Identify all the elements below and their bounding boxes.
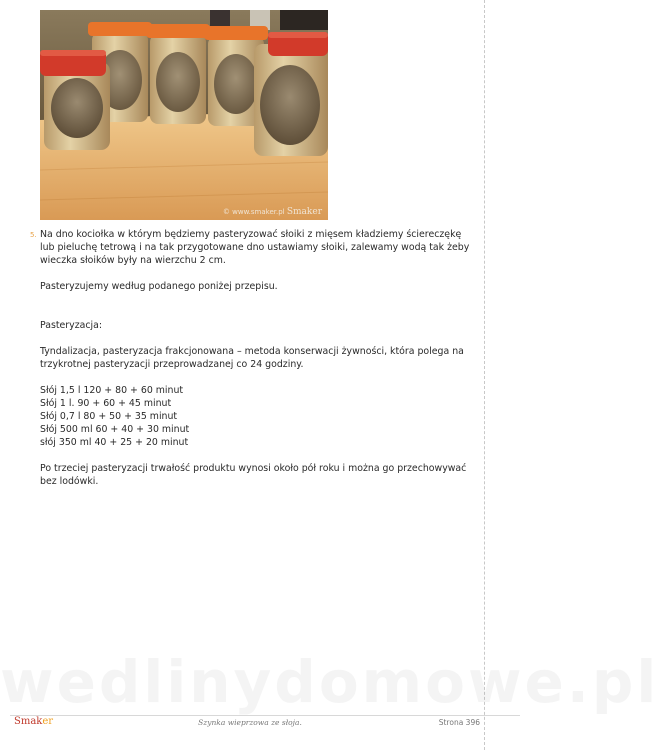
paragraph-jar-placement: Na dno kociołka w którym będziemy pasteryzować słoiki z mięsem kładziemy ściereczękę lub pieluchę tetrową i na tak przygotowane dno ustawiamy słoiki, zalewamy wodą tak żeby wieczka słoików były na wierzchu 2 cm. — [40, 229, 470, 266]
footer-recipe-title: Szynka wieprzowa ze słoja. — [198, 718, 302, 727]
logo-main: Smak — [14, 716, 43, 727]
schedule-line: Słój 1 l. 90 + 60 + 45 minut — [40, 398, 172, 409]
photo-credit-brand: Smaker — [286, 207, 322, 217]
photo-jars-of-meat — [40, 10, 328, 220]
recipe-text — [40, 228, 472, 488]
recipe-photo — [40, 10, 328, 220]
paragraph-tyndalization: Tyndalizacja, pasteryzacja frakcjonowana – metoda konserwacji żywności, która polega na trzykrotnej pasteryzacji przeprowadzanej co 24 godziny. — [40, 346, 464, 370]
footer-divider — [10, 715, 520, 716]
schedule-line: słój 350 ml 40 + 25 + 20 minut — [40, 437, 189, 448]
paragraph-shelf-life: Po trzeciej pasteryzacji trwałość produktu wynosi około pół roku i można go przechowywać bez lodówki. — [40, 463, 467, 487]
schedule-line: Słój 0,7 l 80 + 50 + 35 minut — [40, 411, 178, 422]
page-number: Strona 396 — [438, 718, 480, 727]
site-watermark: wedlinydomowe.pl — [0, 648, 659, 716]
photo-credit — [223, 207, 322, 217]
logo-accent: er — [42, 716, 54, 727]
photo-credit-small: © www.smaker.pl — [222, 208, 285, 216]
schedule-line: Słój 500 ml 60 + 40 + 30 minut — [40, 424, 190, 435]
section-heading-pasteurization: Pasteryzacja: — [40, 320, 103, 331]
page-cut-line — [484, 0, 485, 750]
step-number: 5. — [30, 231, 37, 239]
paragraph-pasteurize-note: Pasteryzujemy według podanego poniżej przepisu. — [40, 281, 278, 292]
schedule-line: Słój 1,5 l 120 + 80 + 60 minut — [40, 385, 184, 396]
